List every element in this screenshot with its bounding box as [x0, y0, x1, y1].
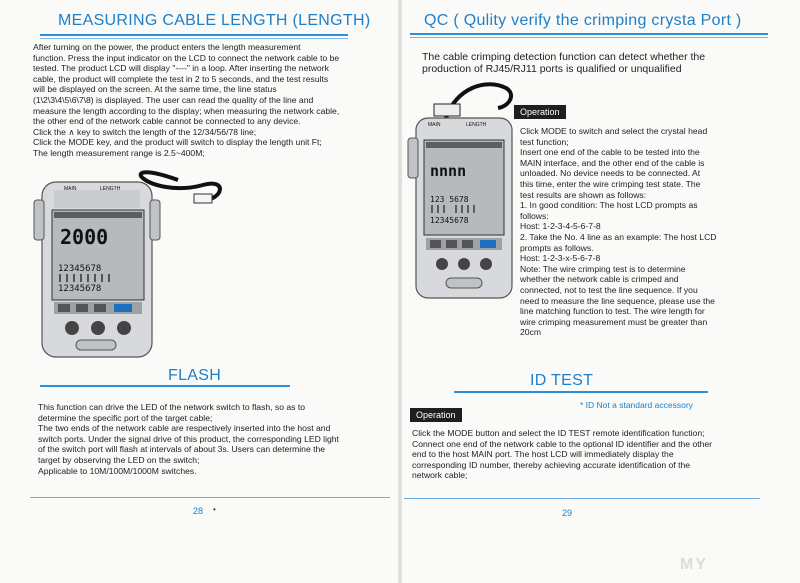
body-line: Insert one end of the cable to be tested into the [520, 147, 700, 158]
main-port-label: MAIN [428, 122, 441, 128]
qc-operation-body [520, 126, 735, 338]
body-line: wire crimping measurement must be greater than [520, 316, 708, 327]
flash-rule [40, 385, 290, 387]
wire-row-top: 12345678 [58, 264, 102, 274]
id-test-body [412, 428, 787, 481]
body-line: network cable; [412, 470, 468, 481]
footer-dot: • [213, 505, 216, 514]
body-line: Click the MODE key, and the product will switch to display the length unit Ft; [33, 137, 322, 148]
body-line: 20cm [520, 327, 542, 338]
length-reading: 2000 [60, 225, 109, 249]
body-line: will be displayed on the screen. At the same time, the line status [33, 84, 277, 95]
body-line: prompts as follows. [520, 242, 594, 253]
body-line: Applicable to 10M/100M/1000M switches. [38, 465, 197, 476]
title-rule-thin [410, 37, 768, 38]
body-line: 1. In good condition: The host LCD prompts as [520, 200, 698, 211]
body-line: target by observing the LED on the switch; [38, 454, 200, 465]
body-line: follows: [520, 210, 549, 221]
body-line: MAIN interface, and the other end of the cable is [520, 157, 705, 168]
cable-tester-illustration [28, 160, 248, 360]
body-line: The two ends of the network cable are respectively inserted into the host and [38, 423, 331, 434]
body-line: of the switch port will flash at intervals of about 3s. Users can determine the [38, 444, 326, 455]
main-port-label: MAIN [64, 186, 77, 192]
body-line: Note: The wire crimping test is to determine [520, 263, 686, 274]
body-line: test function; [520, 136, 569, 147]
body-line: 2. Take the No. 4 line as an example: The host LCD [520, 231, 717, 242]
body-line: cable, the product will complete the test in 2 to 5 seconds, and the test results [33, 73, 329, 84]
body-line: unloaded. No device needs to be connected. At [520, 168, 701, 179]
body-line: After turning on the power, the product enters the length measurement [33, 42, 301, 52]
length-port-label: LENGTH [466, 122, 487, 128]
intro-line: production of RJ45/RJ11 ports is qualified or unqualified [422, 63, 682, 76]
body-line: Host: 1-2-3-4-5-6-7-8 [520, 221, 601, 232]
body-line: Click MODE to switch and select the crystal head [520, 126, 708, 136]
crimp-reading: nnnn [430, 162, 467, 180]
body-line: connected, not to test the line sequence. If you [520, 284, 698, 295]
body-line: (1\2\3\4\5\6\7\8) is displayed. The user can read the quality of the line and [33, 94, 314, 105]
id-test-section-title: ID TEST [530, 372, 594, 389]
body-line: line matching function to test. The wire length for [520, 306, 705, 317]
body-line: end to the host MAIN port. The host LCD will immediately display the [412, 449, 674, 460]
page-number: 29 [562, 508, 573, 518]
length-body [33, 42, 373, 159]
body-line: need to measure the line sequence, please use the [520, 295, 715, 306]
body-line: This function can drive the LED of the network switch to flash, so as to [38, 402, 306, 412]
left-page [0, 0, 398, 583]
wire-row-bottom: 12345678 [430, 216, 469, 225]
wire-row-bottom: 12345678 [58, 284, 102, 294]
footer-rule [404, 498, 760, 499]
qc-intro [422, 51, 782, 76]
wire-row-top: 123 5678 [430, 195, 469, 204]
length-section-title: MEASURING CABLE LENGTH (LENGTH) [58, 12, 371, 29]
id-accessory-note: * ID Not a standard accessory [580, 400, 693, 410]
length-port-label: LENGTH [100, 186, 121, 192]
title-rule [40, 34, 348, 36]
flash-body [38, 402, 378, 476]
intro-line: The cable crimping detection function can detect whether the [422, 51, 706, 63]
page-number: 28 [193, 506, 204, 516]
title-rule-thin [40, 38, 348, 39]
id-operation-tag: Operation [410, 408, 462, 422]
id-rule [454, 391, 708, 393]
body-line: function. Press the input indicator on the LCD to connect the network cable to be [33, 52, 340, 63]
body-line: measure the length according to the display; when measuring the network cable, [33, 105, 340, 116]
title-rule [410, 33, 768, 35]
body-line: Connect one end of the network cable to the optional ID identifier and the other [412, 438, 713, 449]
qc-section-title: QC ( Qulity verify the crimping crysta Port ) [424, 12, 742, 29]
corner-mark: MY [680, 556, 708, 573]
body-line: The length measurement range is 2.5~400M; [33, 147, 205, 158]
body-line: test results are shown as follows: [520, 189, 647, 200]
body-line: corresponding ID number, thereby achieving accurate identification of the [412, 459, 691, 470]
footer-rule [30, 497, 390, 498]
operation-tag: Operation [514, 105, 566, 119]
body-line: determine the specific port of the target cable; [38, 412, 213, 423]
body-line: Host: 1-2-3-x-5-6-7-8 [520, 253, 601, 264]
flash-section-title: FLASH [168, 367, 222, 384]
body-line: this time, enter the wire crimping test state. The [520, 178, 701, 189]
body-line: the other end of the network cable cannot be connected to any device. [33, 116, 301, 127]
crimp-tester-illustration [406, 78, 518, 318]
body-line: whether the network cable is crimped and [520, 274, 679, 285]
body-line: switch ports. Under the signal drive of this product, the corresponding LED light [38, 433, 339, 444]
right-page [402, 0, 800, 583]
body-line: tested. The product LCD will display "----" in a loop. After inserting the network [33, 63, 329, 74]
body-line: Click the MODE button and select the ID TEST remote identification function; [412, 428, 705, 438]
body-line: Click the ∧ key to switch the length of the 12/34/56/78 line; [33, 126, 257, 137]
